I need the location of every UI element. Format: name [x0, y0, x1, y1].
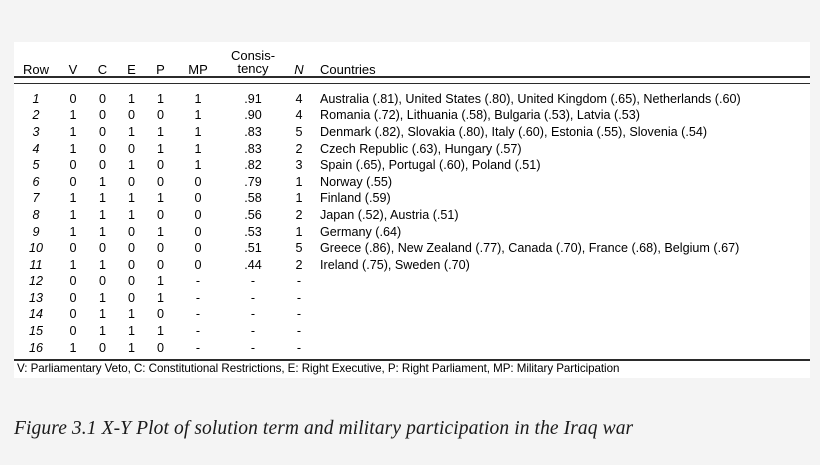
cell-p: 0 [156, 158, 164, 173]
table-header [14, 42, 810, 84]
cell-consistency: .83 [244, 141, 262, 156]
table-body [14, 84, 810, 355]
cell-n: 5 [295, 124, 303, 139]
column-header-v: V [68, 61, 78, 77]
cell-mp: 1 [194, 91, 202, 106]
cell-consistency: - [250, 340, 256, 355]
cell-p: 1 [156, 324, 164, 339]
cell-mp: 1 [194, 141, 202, 156]
table-row [14, 106, 810, 123]
cell-n: - [296, 307, 302, 322]
column-header-p: P [156, 61, 165, 77]
column-header-mp: MP [188, 61, 208, 77]
cell-c: 0 [98, 108, 106, 123]
cell-c: 0 [98, 91, 106, 106]
cell-consistency: - [250, 290, 256, 305]
cell-n: - [296, 340, 302, 355]
cell-c: 0 [98, 124, 106, 139]
cell-c: 0 [98, 141, 106, 156]
cell-p: 0 [156, 340, 164, 355]
cell-n: 1 [295, 191, 303, 206]
cell-e: 1 [127, 91, 135, 106]
table-row [14, 321, 810, 338]
cell-c: 1 [98, 290, 106, 305]
table-row [14, 155, 810, 172]
cell-n: - [296, 274, 302, 289]
row-index-cell: 5 [32, 158, 40, 173]
cell-v: 1 [69, 224, 77, 239]
cell-c: 1 [98, 191, 106, 206]
row-index-cell: 8 [32, 207, 40, 222]
cell-c: 1 [98, 174, 106, 189]
column-header-row: Row [22, 61, 49, 77]
cell-c: 1 [98, 324, 106, 339]
cell-countries [313, 272, 810, 289]
cell-v: 0 [69, 307, 77, 322]
cell-n: 5 [295, 241, 303, 256]
cell-countries: Spain (.65), Portugal (.60), Poland (.51) [320, 158, 541, 173]
table-row [14, 305, 810, 322]
cell-mp: 0 [194, 257, 202, 272]
consistency-line-2: tency [237, 61, 269, 77]
cell-v: 0 [69, 91, 77, 106]
cell-consistency: - [250, 324, 256, 339]
cell-mp: 1 [194, 158, 202, 173]
cell-consistency: - [250, 307, 256, 322]
cell-e: 1 [127, 307, 135, 322]
table-row [14, 288, 810, 305]
cell-v: 0 [69, 174, 77, 189]
cell-countries [313, 288, 810, 305]
cell-v: 1 [69, 207, 77, 222]
cell-consistency: .91 [244, 91, 262, 106]
cell-consistency: - [250, 274, 256, 289]
cell-c: 1 [98, 207, 106, 222]
cell-c: 0 [98, 340, 106, 355]
row-index-cell: 7 [32, 191, 40, 206]
cell-countries [313, 338, 810, 355]
cell-c: 1 [98, 307, 106, 322]
cell-p: 0 [156, 307, 164, 322]
cell-n: 4 [295, 91, 303, 106]
header-row [14, 42, 810, 77]
cell-p: 1 [156, 91, 164, 106]
cell-n: - [296, 290, 302, 305]
column-header-countries: Countries [320, 61, 376, 77]
table-row [14, 272, 810, 289]
cell-mp: - [195, 290, 201, 305]
table-row [14, 222, 810, 239]
cell-p: 1 [156, 191, 164, 206]
table-foot [14, 355, 810, 360]
column-header-e: E [127, 61, 136, 77]
cell-n: 2 [295, 207, 303, 222]
cell-mp: 0 [194, 224, 202, 239]
cell-mp: 1 [194, 124, 202, 139]
cell-e: 0 [127, 174, 135, 189]
cell-consistency: .82 [244, 158, 262, 173]
cell-consistency: .83 [244, 124, 262, 139]
table-row [14, 338, 810, 355]
cell-e: 0 [127, 290, 135, 305]
cell-countries [313, 305, 810, 322]
consistency-line-1: Consis- [230, 47, 276, 63]
cell-p: 1 [156, 274, 164, 289]
cell-countries: Norway (.55) [320, 174, 393, 189]
cell-v: 0 [69, 241, 77, 256]
cell-consistency: .44 [244, 257, 262, 272]
cell-consistency: .58 [244, 191, 262, 206]
cell-v: 1 [69, 124, 77, 139]
table-row [14, 189, 810, 206]
cell-p: 1 [156, 124, 164, 139]
cell-countries [313, 321, 810, 338]
cell-v: 0 [69, 158, 77, 173]
cell-p: 1 [156, 290, 164, 305]
table-footnote: V: Parliamentary Veto, C: Constitutional Restrictions, E: Right Executive, P: Right Parliament, MP: Military Participation [17, 362, 620, 375]
cell-e: 1 [127, 340, 135, 355]
cell-e: 0 [127, 274, 135, 289]
cell-n: - [296, 324, 302, 339]
bottom-rule [14, 355, 810, 360]
cell-n: 1 [295, 174, 303, 189]
cell-e: 1 [127, 124, 135, 139]
column-header-n: N [294, 61, 304, 77]
cell-e: 0 [127, 257, 135, 272]
cell-c: 1 [98, 257, 106, 272]
cell-e: 0 [127, 141, 135, 156]
qca-truth-table [14, 42, 810, 361]
cell-countries: Greece (.86), New Zealand (.77), Canada (.70), France (.68), Belgium (.67) [320, 241, 740, 256]
column-header-c: C [97, 61, 108, 77]
cell-mp: 0 [194, 207, 202, 222]
cell-e: 1 [127, 207, 135, 222]
cell-v: 0 [69, 274, 77, 289]
cell-p: 0 [156, 108, 164, 123]
cell-c: 0 [98, 274, 106, 289]
column-header-consistency [221, 42, 285, 77]
cell-n: 1 [295, 224, 303, 239]
cell-e: 1 [127, 158, 135, 173]
cell-countries: Finland (.59) [320, 191, 391, 206]
bottom-rule-cell [14, 355, 810, 360]
cell-c: 1 [98, 224, 106, 239]
cell-consistency: .53 [244, 224, 262, 239]
row-index-cell: 15 [28, 324, 43, 339]
table-row [14, 238, 810, 255]
cell-v: 1 [69, 141, 77, 156]
cell-v: 1 [69, 340, 77, 355]
cell-countries: Japan (.52), Austria (.51) [320, 207, 459, 222]
cell-countries: Denmark (.82), Slovakia (.80), Italy (.60), Estonia (.55), Slovenia (.54) [320, 124, 708, 139]
row-index-cell: 14 [28, 307, 43, 322]
cell-e: 1 [127, 191, 135, 206]
row-index-cell: 11 [29, 257, 43, 272]
cell-countries: Australia (.81), United States (.80), United Kingdom (.65), Netherlands (.60) [320, 91, 741, 106]
cell-consistency: .79 [244, 174, 262, 189]
row-index-cell: 2 [32, 108, 40, 123]
cell-n: 4 [295, 108, 303, 123]
cell-mp: - [195, 307, 201, 322]
row-index-cell: 1 [32, 91, 40, 106]
cell-consistency: .56 [244, 207, 262, 222]
table-panel [14, 42, 810, 378]
row-index-cell: 4 [32, 141, 40, 156]
cell-c: 0 [98, 241, 106, 256]
cell-e: 0 [127, 108, 135, 123]
row-index-cell: 10 [28, 241, 43, 256]
row-index-cell: 9 [32, 224, 40, 239]
row-index-cell: 16 [28, 340, 43, 355]
cell-v: 1 [69, 108, 77, 123]
cell-countries: Germany (.64) [320, 224, 402, 239]
cell-p: 1 [156, 141, 164, 156]
cell-mp: - [195, 274, 201, 289]
cell-mp: 0 [194, 241, 202, 256]
table-row [14, 89, 810, 106]
figure-caption: Figure 3.1 X-Y Plot of solution term and military participation in the Iraq war [14, 418, 634, 439]
table-row [14, 172, 810, 189]
cell-p: 1 [156, 224, 164, 239]
cell-p: 0 [156, 174, 164, 189]
table-row [14, 139, 810, 156]
table-row [14, 122, 810, 139]
cell-countries: Ireland (.75), Sweden (.70) [320, 257, 470, 272]
cell-p: 0 [156, 241, 164, 256]
cell-v: 0 [69, 290, 77, 305]
row-index-cell: 3 [32, 124, 40, 139]
row-index-cell: 13 [28, 290, 43, 305]
cell-e: 0 [127, 241, 135, 256]
cell-n: 3 [295, 158, 303, 173]
cell-n: 2 [295, 257, 303, 272]
cell-mp: 0 [194, 174, 202, 189]
row-index-cell: 12 [28, 274, 43, 289]
cell-mp: 0 [194, 191, 202, 206]
cell-mp: 1 [194, 108, 202, 123]
cell-p: 0 [156, 207, 164, 222]
cell-e: 0 [127, 224, 135, 239]
cell-mp: - [195, 324, 201, 339]
cell-consistency: .90 [244, 108, 262, 123]
cell-v: 1 [69, 257, 77, 272]
cell-countries: Czech Republic (.63), Hungary (.57) [320, 141, 522, 156]
cell-v: 0 [69, 324, 77, 339]
cell-n: 2 [295, 141, 303, 156]
table-row [14, 255, 810, 272]
cell-p: 0 [156, 257, 164, 272]
table-row [14, 205, 810, 222]
cell-consistency: .51 [244, 241, 262, 256]
row-index-cell: 6 [32, 174, 40, 189]
cell-mp: - [195, 340, 201, 355]
cell-e: 1 [127, 324, 135, 339]
cell-c: 0 [98, 158, 106, 173]
cell-countries: Romania (.72), Lithuania (.58), Bulgaria (.53), Latvia (.53) [320, 108, 640, 123]
cell-v: 1 [69, 191, 77, 206]
